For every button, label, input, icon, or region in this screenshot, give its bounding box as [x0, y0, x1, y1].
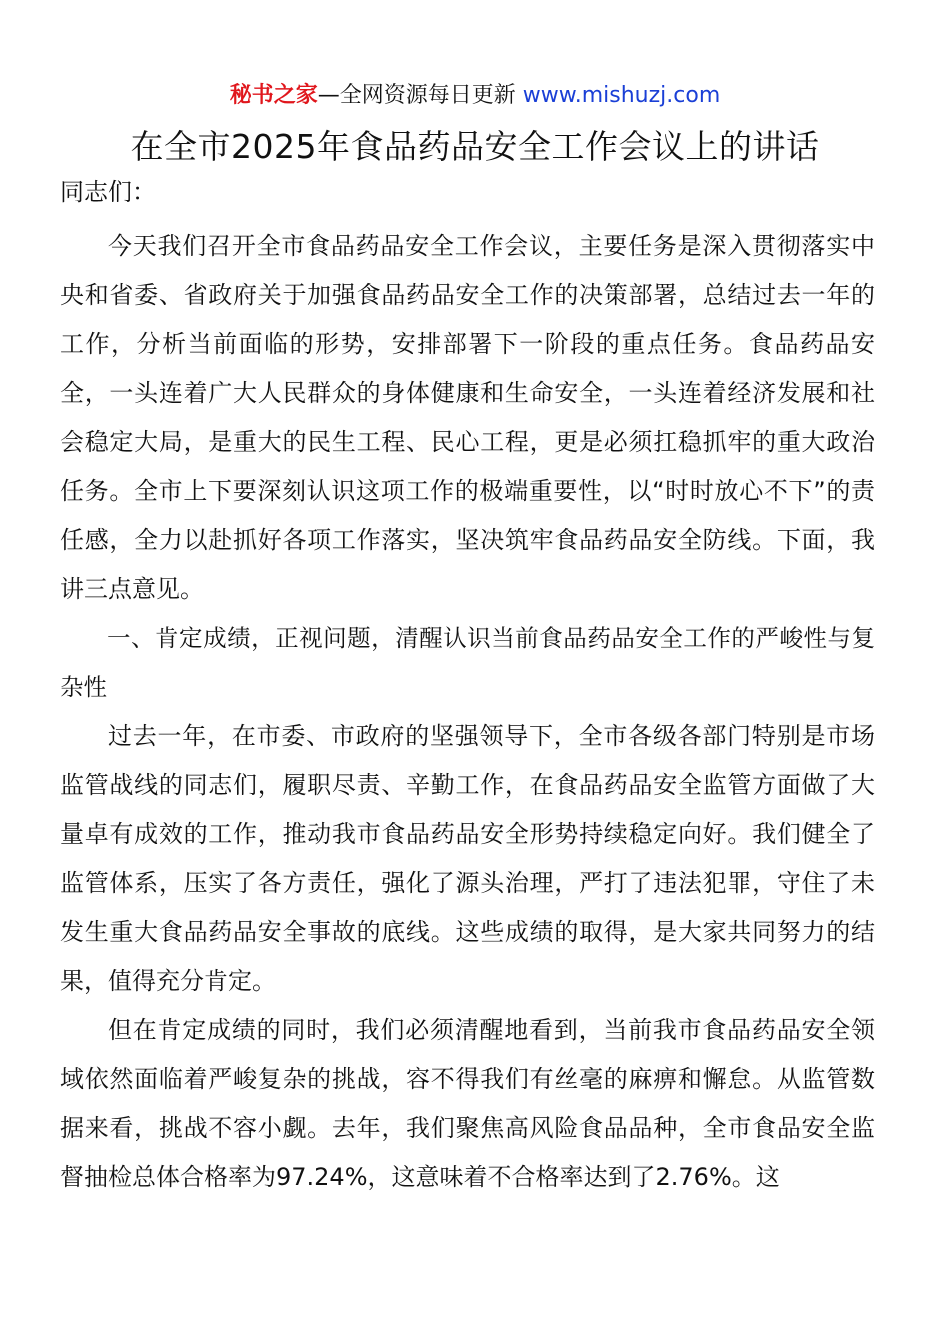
section-heading-1: 一、肯定成绩，正视问题，清醒认识当前食品药品安全工作的严峻性与复杂性 — [60, 624, 875, 701]
salutation: 同志们： — [60, 178, 156, 206]
paragraph-achievements: 过去一年，在市委、市政府的坚强领导下，全市各级各部门特别是市场监管战线的同志们，履职尽责、辛勤工作，在食品药品安全监管方面做了大量卓有成效的工作，推动我市食品药品安全形势持续稳定向好。我们健全了监管体系，压实了各方责任，强化了源头治理，严打了违法犯罪，守住了未发生重大食品药品安全事故的底线。这些成绩的取得，是大家共同努力的结果，值得充分肯定。 — [60, 722, 875, 995]
paragraph-challenges: 但在肯定成绩的同时，我们必须清醒地看到，当前我市食品药品安全领域依然面临着严峻复杂的挑战，容不得我们有丝毫的麻痹和懈怠。从监管数据来看，挑战不容小觑。去年，我们聚焦高风险食品品种，全市食品安全监督抽检总体合格率为97.24%，这意味着不合格率达到了2.76%。这 — [60, 1016, 875, 1191]
site-brand: 秘书之家 — [229, 83, 318, 108]
site-tagline: —全网资源每日更新 — [317, 83, 516, 108]
site-header — [0, 80, 950, 112]
site-url-link[interactable]: www.mishuzj.com — [522, 83, 721, 108]
document-title: 在全市2025年食品药品安全工作会议上的讲话 — [130, 127, 820, 166]
document-body — [60, 222, 875, 1202]
paragraph-intro: 今天我们召开全市食品药品安全工作会议，主要任务是深入贯彻落实中央和省委、省政府关于加强食品药品安全工作的决策部署，总结过去一年的工作，分析当前面临的形势，安排部署下一阶段的重点任务。食品药品安全，一头连着广大人民群众的身体健康和生命安全，一头连着经济发展和社会稳定大局，是重大的民生工程、民心工程，更是必须扛稳抓牢的重大政治任务。全市上下要深刻认识这项工作的极端重要性，以“时时放心不下”的责任感，全力以赴抓好各项工作落实，坚决筑牢食品药品安全防线。下面，我讲三点意见。 — [60, 232, 875, 603]
